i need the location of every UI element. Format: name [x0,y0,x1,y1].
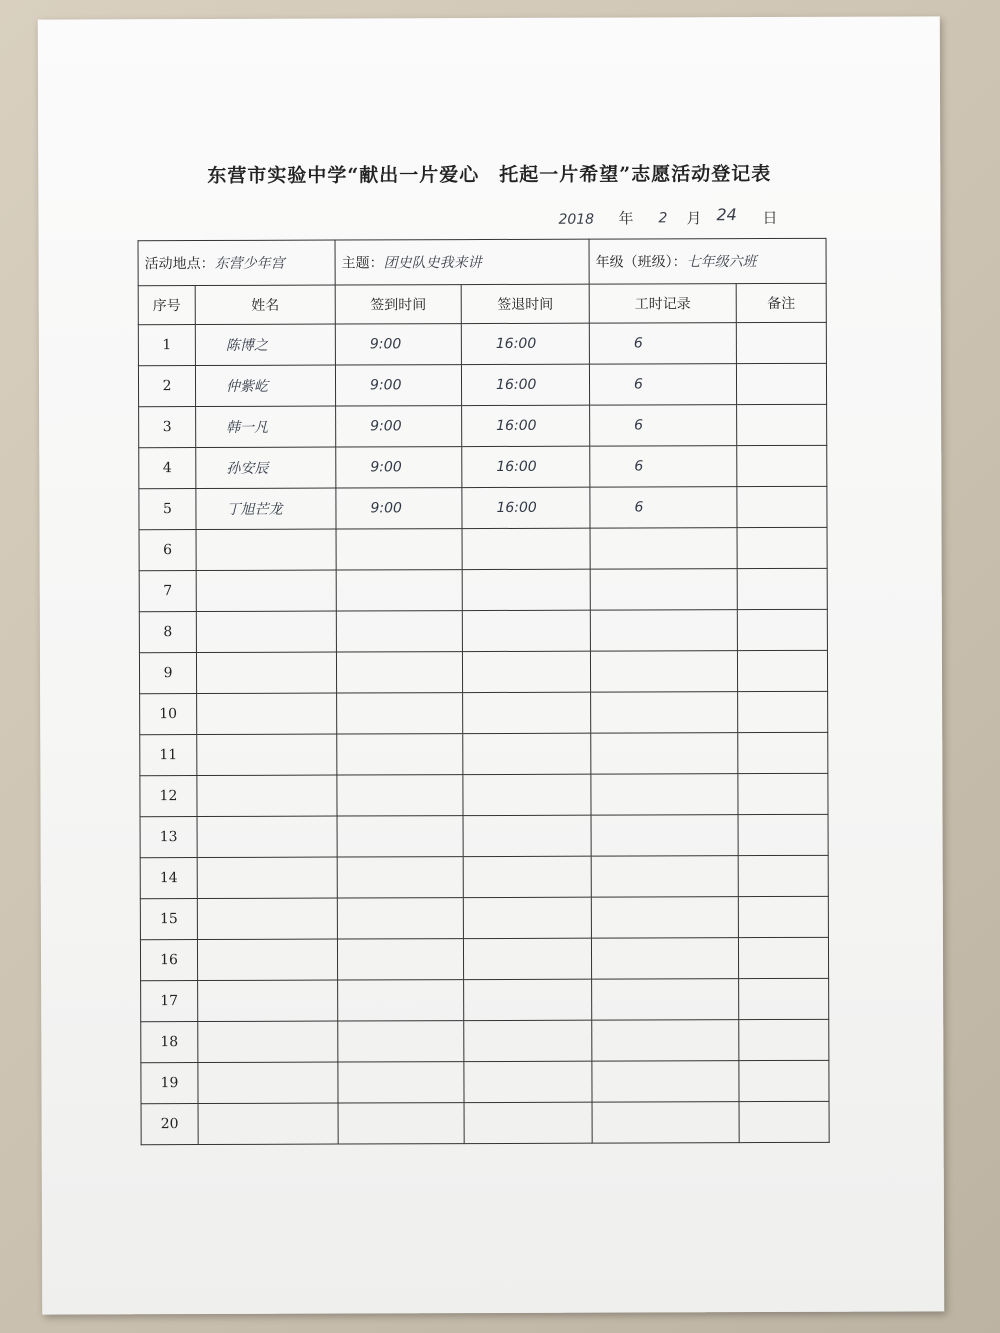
row-number: 4 [139,448,196,489]
col-header-note: 备注 [736,283,826,322]
row-name [197,734,337,775]
col-header-hours: 工时记录 [589,284,736,324]
row-number: 16 [140,940,197,981]
row-note [737,445,827,486]
row-checkin-time [337,693,463,734]
row-checkin-time [336,570,462,611]
row-hours [592,1102,739,1144]
row-checkout-time [463,856,591,897]
row-number: 10 [140,694,197,735]
row-name [196,570,336,611]
row-note [739,1019,829,1060]
table-row [138,363,826,406]
row-number: 7 [139,571,196,612]
row-number: 17 [141,981,198,1022]
row-number: 19 [141,1063,198,1104]
table-row [141,1060,829,1103]
row-name [198,1103,338,1144]
header-row [138,283,826,324]
table-row [140,896,828,939]
row-note [738,732,828,773]
table-row [139,609,827,652]
row-number: 14 [140,858,197,899]
row-hours: 6 [589,364,736,406]
col-header-name: 姓名 [195,285,335,324]
row-name [197,939,337,980]
row-name [197,857,337,898]
table-row [139,486,827,529]
row-checkout-time [463,733,591,774]
row-checkin-time [336,529,462,570]
date-year-label: 年 [618,209,634,228]
row-checkout-time [464,1020,592,1061]
row-checkout-time [464,979,592,1020]
row-checkout-time [464,1102,592,1143]
grade-label: 年级（班级）： [595,254,687,271]
row-hours: 6 [590,405,737,447]
row-number: 8 [139,612,196,653]
row-checkout-time [463,774,591,815]
row-checkout-time: 16:00 [462,405,590,446]
row-checkin-time: 9:00 [336,488,462,529]
table-row [138,322,826,365]
row-note [738,814,828,855]
registration-table [138,238,830,1145]
location-label: 活动地点： [144,255,215,273]
paper-sheet [38,16,945,1314]
row-checkin-time [337,857,463,898]
row-checkout-time [463,897,591,938]
row-note [737,650,827,691]
row-number: 12 [140,776,197,817]
row-hours [590,651,737,693]
table-row [140,855,828,898]
row-checkout-time [462,528,590,569]
row-name [197,775,337,816]
row-checkout-time [462,569,590,610]
row-checkin-time [338,1103,464,1144]
row-checkin-time: 9:00 [336,406,462,447]
col-header-no: 序号 [138,286,195,325]
table-row [139,404,827,447]
row-checkout-time [463,938,591,979]
row-number: 20 [141,1104,198,1145]
row-note [737,568,827,609]
row-note [737,404,827,445]
row-note [739,1101,829,1142]
row-note [736,363,826,404]
date-month-value: 2 [658,210,668,227]
row-number: 9 [139,653,196,694]
row-checkin-time: 9:00 [335,365,461,406]
row-hours [591,733,738,775]
row-hours [592,979,739,1021]
row-checkin-time [338,1062,464,1103]
table-row [140,937,828,980]
row-number: 13 [140,817,197,858]
row-checkout-time [463,692,591,733]
row-name: 韩一凡 [196,406,336,447]
row-number: 18 [141,1022,198,1063]
row-checkin-time [336,611,462,652]
row-hours: 6 [589,323,736,365]
table-body [138,322,829,1144]
row-checkin-time [337,775,463,816]
row-checkout-time: 16:00 [461,323,589,364]
row-hours [591,897,738,939]
row-note [738,691,828,732]
row-name: 孙安辰 [196,447,336,488]
row-number: 1 [138,325,195,366]
row-checkin-time [336,652,462,693]
row-name [196,529,336,570]
row-note [737,527,827,568]
row-name [197,898,337,939]
row-checkout-time [464,1061,592,1102]
row-checkin-time [337,939,463,980]
row-name: 仲紫屹 [195,365,335,406]
row-hours [591,815,738,857]
table-row [141,1101,829,1144]
row-name [197,816,337,857]
grade-value: 七年级六班 [686,254,757,271]
row-checkin-time [337,898,463,939]
row-hours [590,610,737,652]
row-hours: 6 [590,446,737,488]
row-checkout-time [462,610,590,651]
row-hours [592,1061,739,1103]
row-hours [590,528,737,570]
row-hours [590,569,737,611]
row-number: 5 [139,489,196,530]
row-note [736,322,826,363]
form-title: 东营市实验中学“献出一片爱心 托起一片希望”志愿活动登记表 [207,163,772,187]
row-checkout-time: 16:00 [462,487,590,528]
table-row [139,527,827,570]
row-number: 15 [140,899,197,940]
row-note [738,773,828,814]
row-name [197,693,337,734]
col-header-checkin: 签到时间 [335,285,461,324]
table-row [139,445,827,488]
location-cell [138,240,335,286]
date-day-value: 24 [716,205,737,225]
row-note [738,937,828,978]
row-note [738,855,828,896]
row-hours [591,774,738,816]
row-name [198,1021,338,1062]
row-hours [591,692,738,734]
row-hours [591,938,738,980]
row-name [196,611,336,652]
date-day-label: 日 [762,208,778,228]
topic-label: 主题： [341,255,384,272]
row-number: 3 [139,407,196,448]
row-checkin-time: 9:00 [336,447,462,488]
table-row [139,568,827,611]
table-row [140,691,828,734]
location-value: 东营少年宫 [214,255,285,272]
row-note [737,486,827,527]
topic-cell [335,239,589,285]
table-row [141,978,829,1021]
row-name: 丁旭芒龙 [196,488,336,529]
row-checkout-time: 16:00 [462,446,590,487]
table-row [141,1019,829,1062]
row-number: 6 [139,530,196,571]
row-checkout-time [463,815,591,856]
date-line [518,205,818,232]
row-hours [592,1020,739,1062]
row-hours: 6 [590,487,737,529]
row-checkin-time: 9:00 [335,324,461,365]
info-row [138,238,826,285]
row-name [198,1062,338,1103]
row-note [738,896,828,937]
row-name [196,652,336,693]
table-row [140,814,828,857]
row-hours [591,856,738,898]
row-number: 2 [138,366,195,407]
row-note [739,1060,829,1101]
row-number: 11 [140,735,197,776]
table-row [140,732,828,775]
row-checkin-time [337,734,463,775]
col-header-checkout: 签退时间 [461,284,589,323]
table-row [139,650,827,693]
row-note [739,978,829,1019]
row-checkin-time [338,980,464,1021]
row-checkin-time [338,1021,464,1062]
row-name: 陈博之 [195,324,335,365]
row-checkin-time [337,816,463,857]
topic-value: 团史队史我来讲 [383,255,482,272]
row-checkout-time: 16:00 [461,364,589,405]
row-name [198,980,338,1021]
date-year-value: 2018 [558,211,595,228]
row-note [737,609,827,650]
row-checkout-time [462,651,590,692]
grade-cell [589,238,826,284]
date-month-label: 月 [686,209,702,228]
table-row [140,773,828,816]
